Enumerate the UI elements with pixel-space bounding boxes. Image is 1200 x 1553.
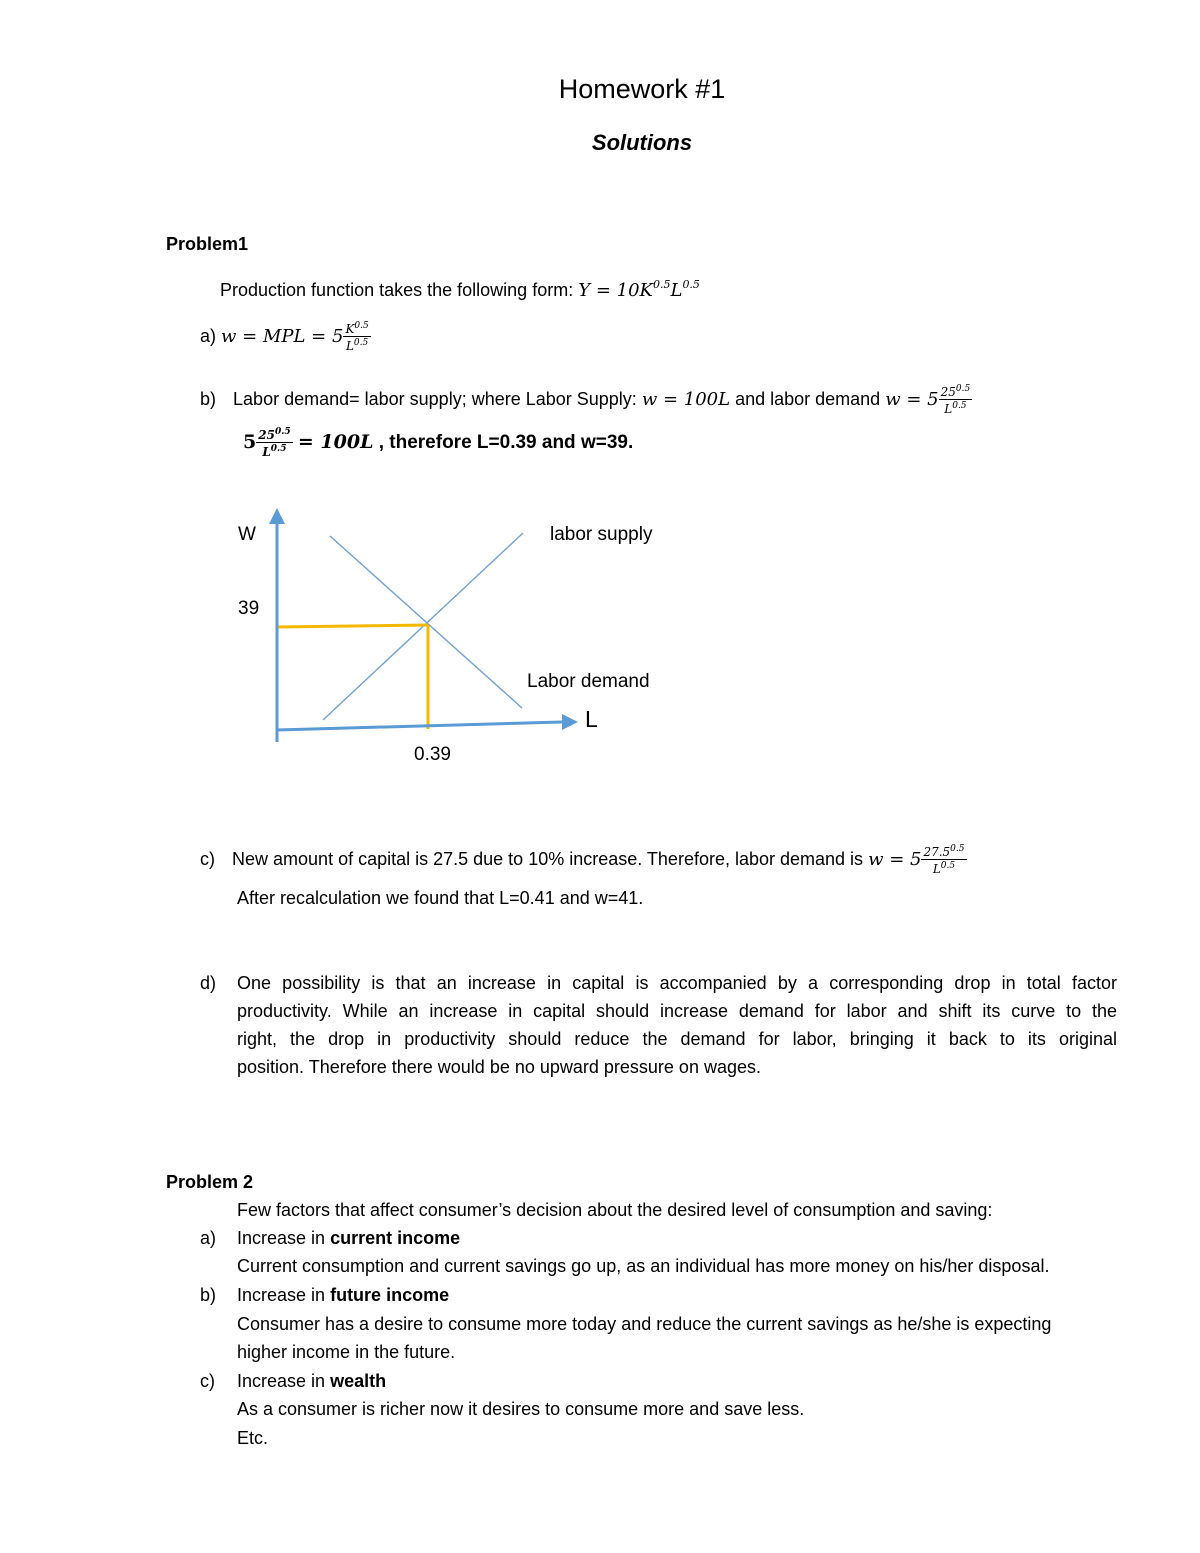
part-d-line: productivity. While an increase in capital should increase demand for labor and shift its curve to the [237,1001,1117,1021]
labor-demand-formula: w = 5 [885,388,939,410]
problem2-intro: Few factors that affect consumer’s decision about the desired level of consumption and saving: [237,1200,993,1220]
equilibrium-equation: = 100L [297,431,374,454]
part-a-formula: w = MPL = 5 [221,325,344,347]
problem2-item-a-title [237,1228,460,1249]
problem2-item-b-label: b) [200,1285,217,1305]
y-tick-label: 39 [238,598,260,619]
problem1-heading: Problem1 [166,234,249,254]
equilibrium-five: 5 [243,431,257,454]
item-bold: future income [330,1285,450,1305]
part-b-equilibrium-line [243,428,633,458]
labor-supply-formula: w = 100L [641,388,731,410]
item-bold: wealth [330,1371,387,1391]
item-prefix: Increase in [237,1371,326,1391]
x-axis-label: L [585,706,598,732]
part-b-label: b) [200,388,217,409]
problem2-item-b-text: higher income in the future. [237,1342,456,1362]
part-b-line1 [200,385,972,415]
item-prefix: Increase in [237,1285,326,1305]
part-b-text2: and labor demand [735,388,881,409]
legend-labor-demand: Labor demand [527,671,650,692]
part-d-line: right, the drop in productivity should reduce the demand for labor, bringing it back to its original [237,1029,1117,1049]
part-c-formula: w = 5 [868,848,922,870]
item-prefix: Increase in [237,1228,326,1248]
equilibrium-wage-guide [278,625,428,627]
part-a-label: a) [200,325,217,346]
x-tick-label: 0.39 [414,744,451,765]
problem2-item-a-text: Current consumption and current savings go up, as an individual has more money on his/her disposal. [237,1256,1050,1276]
problem2-item-b-title [237,1285,449,1306]
labor-demand-fraction: $\frac{25^{0.5}}{L^{0.5}}$ [940,384,971,416]
part-b-text1: Labor demand= labor supply; where Labor Supply: [233,388,637,409]
problem2-item-b-text: Consumer has a desire to consume more today and reduce the current savings as he/she is expecting [237,1314,1052,1334]
page-title: Homework #1 [558,74,726,104]
part-c-fraction: $\frac{27.5^{0.5}}{L^{0.5}}$ [923,844,965,876]
labor-market-chart [230,500,690,770]
problem2-heading: Problem 2 [166,1172,254,1192]
legend-labor-supply: labor supply [550,524,653,545]
item-bold: current income [330,1228,461,1248]
part-c-label: c) [200,848,215,869]
production-function-formula: $Y = 10K^{0.5}L^{0.5}$ [578,278,700,301]
problem2-item-c-text: As a consumer is richer now it desires to consume more and save less. [237,1399,805,1419]
x-axis [277,722,562,730]
part-d-label: d) [200,973,217,993]
problem2-item-c-text: Etc. [237,1428,269,1448]
y-axis-label: W [238,524,256,545]
part-d-paragraph [237,969,1117,1081]
part-c-line1 [200,845,967,875]
part-c-text: New amount of capital is 27.5 due to 10% increase. Therefore, labor demand is [232,848,864,869]
problem2-item-a-label: a) [200,1228,217,1248]
equilibrium-result: , therefore L=0.39 and w=39. [378,432,634,454]
y-axis-arrow [269,508,285,524]
production-function-line [220,278,700,301]
part-a-fraction: $\frac{K^{0.5}}{L^{0.5}}$ [345,321,369,353]
equilibrium-fraction: $\frac{25^{0.5}}{L^{0.5}}$ [258,427,291,459]
part-c-line2: After recalculation we found that L=0.41 and w=41. [237,888,644,908]
problem2-item-c-label: c) [200,1371,215,1391]
part-a-line [200,322,371,352]
part-d-line: position. Therefore there would be no upward pressure on wages. [237,1057,761,1077]
page-subtitle: Solutions [591,130,693,155]
x-axis-arrow [562,714,578,730]
problem2-item-c-title [237,1371,386,1392]
production-function-text: Production function takes the following form: [220,280,574,300]
part-d-line: One possibility is that an increase in capital is accompanied by a corresponding drop in total factor [237,973,1117,993]
